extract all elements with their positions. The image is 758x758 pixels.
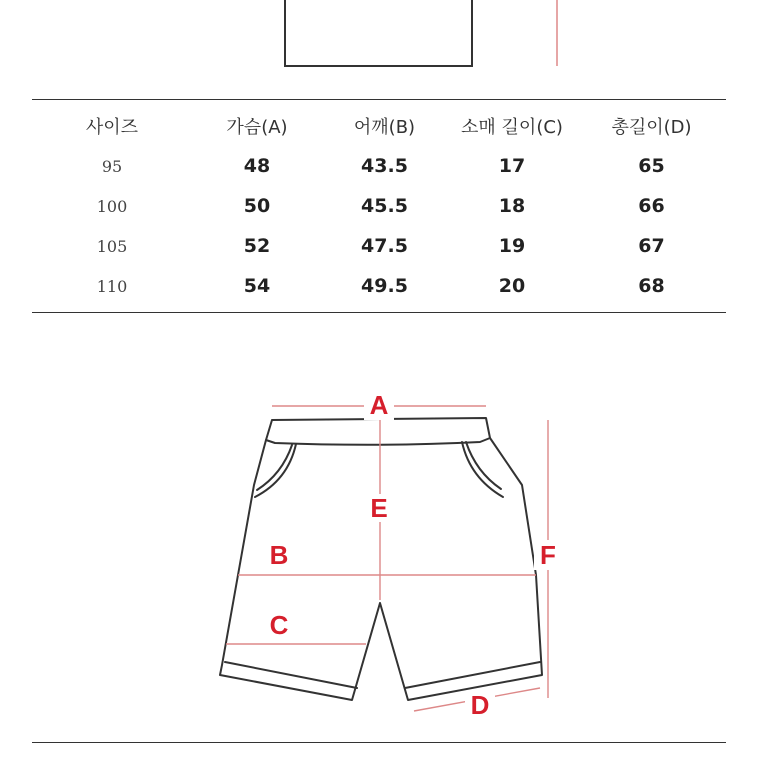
dimension-label-a: A xyxy=(369,390,389,420)
size-value: 100 xyxy=(96,196,128,216)
total-length-value: 68 xyxy=(638,275,665,297)
table-bottom-rule xyxy=(32,312,726,313)
sleeve-value: 18 xyxy=(498,195,526,217)
dimension-label-e: E xyxy=(370,493,388,523)
header-chest: 가슴(A) xyxy=(226,117,288,138)
shoulder-value: 47.5 xyxy=(361,235,408,257)
dimension-label-backgrounds xyxy=(264,392,562,720)
table-top-rule xyxy=(32,99,726,100)
sleeve-value: 17 xyxy=(498,155,526,177)
sleeve-value: 20 xyxy=(498,275,526,297)
chest-value: 48 xyxy=(243,155,271,177)
shoulder-value: 45.5 xyxy=(361,195,408,217)
header-sleeve-length: 소매 길이(C) xyxy=(461,117,563,138)
diagram-bottom-rule xyxy=(32,742,726,743)
total-length-value: 66 xyxy=(638,195,665,217)
shoulder-value: 49.5 xyxy=(361,275,408,297)
chest-value: 50 xyxy=(243,195,271,217)
chest-value: 54 xyxy=(243,275,271,297)
garment-body-outline xyxy=(285,0,472,66)
size-value: 105 xyxy=(96,236,128,256)
size-chart-table xyxy=(32,106,726,306)
header-shoulder: 어깨(B) xyxy=(353,117,416,138)
dimension-label-b: B xyxy=(269,540,289,570)
shoulder-value: 43.5 xyxy=(361,155,408,177)
right-hem-band xyxy=(405,662,540,688)
dimension-label-f: F xyxy=(540,540,556,570)
dimension-label-d: D xyxy=(470,690,490,720)
table-row xyxy=(32,226,726,266)
header-size: 사이즈 xyxy=(85,117,139,138)
table-row xyxy=(32,146,726,186)
total-length-value: 67 xyxy=(638,235,665,257)
dimension-label-c: C xyxy=(269,610,289,640)
size-value: 110 xyxy=(96,276,128,296)
table-row xyxy=(32,186,726,226)
shorts-measurement-diagram xyxy=(0,380,758,720)
size-value: 95 xyxy=(101,156,123,176)
chest-value: 52 xyxy=(243,235,271,257)
sleeve-value: 19 xyxy=(498,235,526,257)
header-total-length: 총길이(D) xyxy=(611,117,692,138)
table-header-row xyxy=(32,106,726,146)
top-garment-diagram xyxy=(0,0,758,80)
waistband-shape xyxy=(266,418,490,445)
total-length-value: 65 xyxy=(638,155,665,177)
left-hem-band xyxy=(225,662,357,688)
table-row xyxy=(32,266,726,306)
